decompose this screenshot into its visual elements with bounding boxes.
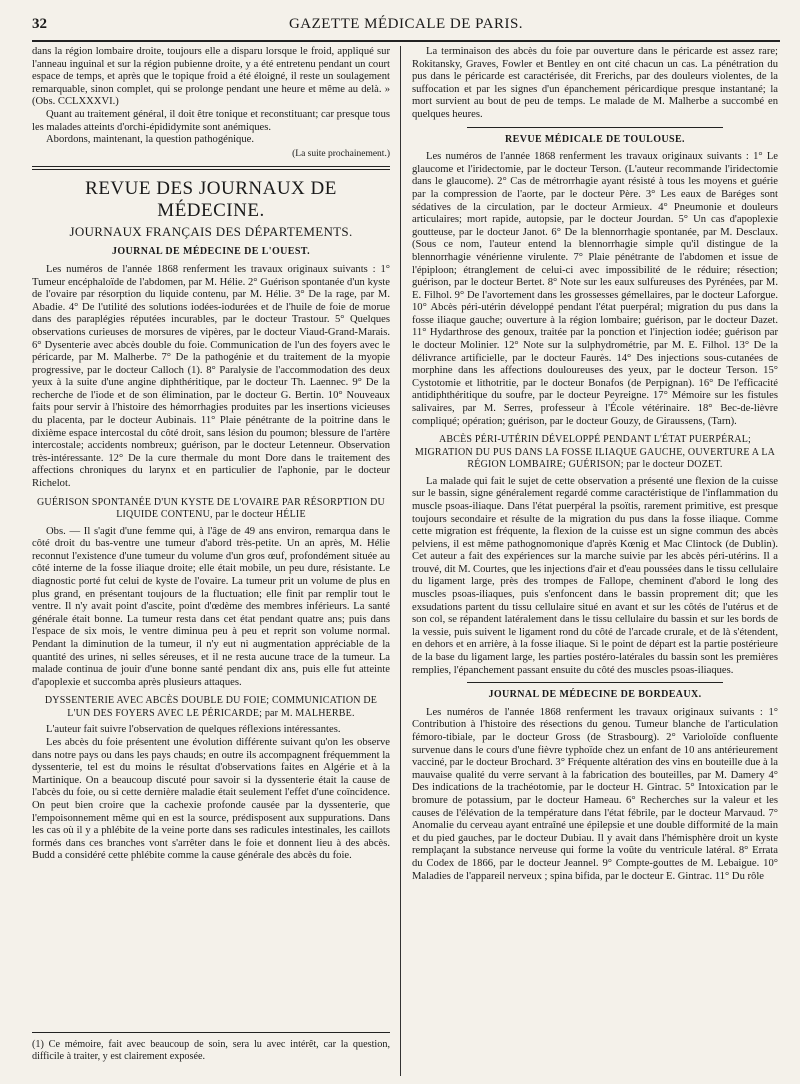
paragraph: dans la région lombaire droite, toujours elle a disparu lorsque le froid, appliqué sur l'anneau inguinal et sur la région pubienne droite, y a été entretenu pendant un court espace de temps, et après que le topique froid a été éloigné, il reste un soulagement remarquable, sinon complet, qui se prolonge pendant une heure et même au delà. » (Obs. CCLXXXVI.) bbox=[32, 46, 390, 108]
article-title-abces: ABCÈS PÉRI-UTÉRIN DÉVELOPPÉ PENDANT L'ÉTAT PUERPÉRAL; MIGRATION DU PUS DANS LA FOSSE ILIAQUE GAUCHE, OUVERTURE A LA RÉGION LOMBAIRE; GUÉRISON; par le docteur DOZET. bbox=[414, 434, 776, 471]
left-column bbox=[32, 46, 390, 863]
paragraph: Abordons, maintenant, la question pathogénique. bbox=[46, 134, 255, 146]
footnote: (1) Ce mémoire, fait avec beaucoup de soin, sera lu avec intérêt, car la question, difficile à traiter, y est clairement exposée. bbox=[32, 1032, 390, 1063]
paragraph: Les numéros de l'année 1868 renferment les travaux originaux suivants : 1° Le glaucome et l'iridectomie, par le docteur Terson. (L'auteur recommande l'iridectomie dans le glaucome). 2° Cas de métrorrhagie ayant résisté à tous les moyens et guérie par la compression de l'aorte, par le docteur Père. 3° Les eaux de Baréges sont sédatives de la circulation, par le docteur Armieux. 4° Pneumonie et douleurs articulaires; mort rapide, autopsie, par le docteur Jourdan. 5° Un cas d'apoplexie goutteuse, par le docteur Janot. 6° De la blennorrhagie spontanée, par M. Desclaux. (Sous ce nom, l'auteur entend la blennorrhagie simple qu'il distingue de la blennorrhagie vénérienne virulente. 7° Plaie pénétrante de l'abdomen et issue de l'épiploon; étranglement de celui-ci avec impossibilité de le réduire; résection; guérison, par le docteur Bertet. 8° Note sur les eaux sulfureuses des Pyrénées, par M. E. Filhol. 9° De l'avortement dans les grossesses gémellaires, par le docteur Laforgue. 10° Abcès péri-utérin développé pendant l'état puerpéral; migration du pus dans la fosse iliaque gauche; ouverture à la région lombaire; guérison, par le docteur Dazet. 11° Hydarthrose des genoux, traitée par la ponction et l'injection iodée; guérison par le docteur Molinier. 12° Note sur la sulphydrométrie, par M. E. Filhol. 13° De la délivrance artificielle, par le docteur Faurès. 14° Des injections sous-cutanées de morphine dans les affections douloureuses des yeux, par le docteur Terson. 15° Cystotomie et lithotritie, par le docteur Bonafos (de Perpignan). 16° De l'efficacité antidiphthéritique du soufre, par le docteur Peyreigne. 17° Mémoire sur les fistules salivaires, par M. Serres, professeur à l'École vétérinaire. 18° Bec-de-lièvre compliqué; opération; guérison, par le docteur Gouzy, de Giraussens, (Tarn). bbox=[412, 151, 778, 427]
article-title-dysenterie: DYSSENTERIE AVEC ABCÈS DOUBLE DU FOIE; COMMUNICATION DE L'UN DES FOYERS AVEC LE PÉRICARDE; par M. MALHERBE. bbox=[44, 695, 378, 719]
paragraph: Quant au traitement général, il doit être tonique et reconstituant; car presque tous les malades atteints d'orchi-épididymite sont anémiques. bbox=[32, 108, 390, 133]
section-separator bbox=[32, 166, 390, 170]
section-title-toulouse: REVUE MÉDICALE DE TOULOUSE. bbox=[505, 133, 685, 145]
page-number: 32 bbox=[32, 16, 47, 32]
continuation-note: (La suite prochainement.) bbox=[292, 148, 390, 159]
paragraph: Obs. — Il s'agit d'une femme qui, à l'âge de 49 ans environ, remarqua dans le côté droit du bas-ventre une tumeur d'abord très-petite. Un an après, M. Hélie reconnut l'existence d'une tumeur du volume d'un gros œuf, profondément située au côté interne de la fosse iliaque droite; elle était mobile, un peu dure, résistante. Le diagnostic porté fut celui de kyste de l'ovaire. La tumeur prit un volume de plus en plus grand, en présentant toujours de la fluctuation; elle finit par remplir tout le ventre. Il n'y avait point d'ascite, point d'œdème des membres inférieurs. La santé générale était bonne. La tumeur resta dans cet état pendant quatre ans; puis dans l'espace de six mois, le ventre diminua peu à peu et reprit son volume normal. Pendant la diminution de la tumeur, il n'y eut ni augmentation appréciable de la quantité des urines, ni selles séreuses, et il ne resta aucune trace de la tumeur. La malade continua de jouir d'une bonne santé pendant dix ans, puis elle fut atteinte d'apoplexie et succomba après plusieurs attaques. bbox=[32, 525, 390, 688]
section-title-ouest: JOURNAL DE MÉDECINE DE L'OUEST. bbox=[111, 246, 311, 258]
paragraph: La terminaison des abcès du foie par ouverture dans le péricarde est assez rare; Rokitansky, Graves, Fowler et Bentley en ont cité chacun un cas. La pénétration du pus dans le péricarde est caractérisée, dit Frerichs, par des douleurs violentes, de la suffocation et par les signes d'un épanchement péricardique presque instantané; la mort survient au bout de peu de temps. Le malade de M. Malherbe a succombé en quelques heures. bbox=[412, 46, 778, 120]
paragraph: La malade qui fait le sujet de cette observation a présenté une flexion de la cuisse sur le bassin, signe généralement regardé comme caractéristique de l'inflammation du muscle psoas-iliaque. Dans l'état puerpéral la psoïtis, rarement primitive, est presque toujours secondaire et résulte de la migration du pus dans la fosse iliaque. Comme cette migration est fréquente, la flexion de la cuisse est un signe commun des abcès pelviens, il est même pathognomonique d'après Kœnig et Mac Clintock (de Dublin). Cet auteur a fait des expériences sur la marche suivie par les abcès péri-utérins. Il a trouvé, dit M. Courtes, que les injections d'air et d'eau poussées dans le tissu cellulaire du ligament large, près des trompes de Fallope, cheminent d'abord le long des muscles psoas-iliaques, puis s'enfoncent dans le bassin proprement dit; que les exsudations partent du tissu cellulaire situé en avant et sur les côtés de l'utérus et de son col, se répandent latéralement dans le tissu cellulaire du bassin et sur les bords de la vessie, puis suivent le ligament rond du côté de l'arcade crurale, et de là s'étendent, en dehors et en arrière, à la fosse iliaque. Si le point de départ est la partie postérieure de la base du ligament large, les parties postéro-latérales du bassin sont les premières remplies, l'épanchement passant ensuite du côté des muscles psoas-iliaques. bbox=[412, 475, 778, 676]
section-title-bordeaux: JOURNAL DE MÉDECINE DE BORDEAUX. bbox=[488, 689, 702, 701]
paragraph: L'auteur fait suivre l'observation de quelques réflexions intéressantes. bbox=[46, 724, 341, 736]
paragraph: Les numéros de l'année 1868 renferment les travaux originaux suivants : 1° Tumeur encéphaloïde de l'abdomen, par M. Hélie. 2° Guérison spontanée d'un kyste de l'ovaire par résorption du liquide contenu, par M. Hélie. 3° De la rage, par M. Abadie. 4° De l'utilité des solutions iodées-iodurées et de l'huile de foie de morue dans des paraplégies réputées incurables, par le docteur Trastour. 5° Quelques observations curieuses de morsures de vipères, par le docteur Viaud-Grand-Marais. 6° Dysenterie avec abcès double du foie. Communication de l'un des foyers avec le péricarde, par M. Malherbe. 7° De la pathogénie et du traitement de la myopie progressive, par le docteur Calloch (1). 8° Paralysie de l'accommodation des deux yeux à la suite d'une angine diphthéritique, par le docteur Th. Laennec. 9° De la recherche de l'iode et de son élimination, par le docteur G. Bertin. 10° Nouveaux faits pour servir à l'histoire des hémorrhagies produites par les insertions vicieuses du placenta, par le docteur Aubinais. 11° Plaie pénétrante de la poitrine dans le dixième espace intercostal du côté droit, sans lésion du poumon; blessure de l'artère intercostale; accidents nombreux; guérison, par le docteur Letenneur. Observation très-intéressante. 12° De la cure thermale du mont Dore dans le traitement des affections chroniques du larynx et en particulier de l'aphonie, par le docteur Richelot. bbox=[32, 263, 390, 490]
article-title-kyste: GUÉRISON SPONTANÉE D'UN KYSTE DE L'OVAIRE PAR RÉSORPTION DU LIQUIDE CONTENU, par le docteur HÉLIE bbox=[37, 496, 385, 521]
review-title: REVUE DES JOURNAUX DE MÉDECINE. bbox=[85, 178, 337, 222]
column-divider bbox=[400, 46, 401, 1076]
section-separator bbox=[467, 682, 723, 683]
journal-title: GAZETTE MÉDICALE DE PARIS. bbox=[288, 16, 524, 32]
paragraph: Les numéros de l'année 1868 renferment les travaux originaux suivants : 1° Contribution à l'histoire des résections du genou. Tumeur blanche de l'articulation fémoro-tibiale, par le docteur Gross (de Strasbourg). 2° Varioloïde confluente survenue dans le cours d'une fièvre typhoïde chez un enfant de 10 ans antérieurement vacciné, par le docteur Brochard. 3° Fréquente altération des vins en bouteille due à la mauvaise qualité du verre servant à la fabrication des bouteilles, par M. Damery 4° Des indications de la trachéotomie, par le docteur H. Gintrac. 5° Intoxication par le bromure de potassium, par le docteur Hameau. 6° Recherches sur la valeur et les causes de l'élévation de la température dans l'état fébrile, par le docteur Marvaud. 7° Anomalie du cerveau ayant entraîné une épilepsie et une double difformité de la main et du pied gauches, par le docteur Dubiau. Il y avait dans l'hémisphère droit un kyste remplaçant la substance nerveuse qui forme la voûte du ventricule latéral. 8° Errata du Codex de 1866, par le docteur Jeannel. 9° Compte-gouttes de M. Lebaigue. 10° Maladies de l'appareil nerveux ; spina bifida, par le docteur E. Gintrac. 11° Du rôle bbox=[412, 706, 778, 882]
running-head bbox=[32, 14, 780, 42]
right-column bbox=[412, 46, 778, 883]
section-separator bbox=[467, 127, 723, 128]
paragraph: Les abcès du foie présentent une évolution différente suivant qu'on les observe dans notre pays ou dans les pays chauds; en outre ils accompagnent fréquemment la dyssenterie, tel est du moins le résultat d'observations faites en Algérie et à la Martinique. On a beaucoup discuté pour savoir si la dyssenterie était la cause de l'abcès du foie, ou si cette dernière maladie était seulement l'effet d'une coïncidence. On peut bien croire que la cachexie profonde causée par la dyssenterie, que l'empoisonnement même qui en est la source, prédisposent aux suppurations. Dans les cas où il y a phlébite de la veine porte dans ses radicules intestinales, les caillots formés dans ces branches vont s'arrêter dans le foie et donnent lieu à des abcès. Budd a considéré cette phlébite comme la cause générale des abcès du foie. bbox=[32, 736, 390, 862]
review-subtitle: JOURNAUX FRANÇAIS DES DÉPARTEMENTS. bbox=[69, 224, 353, 240]
